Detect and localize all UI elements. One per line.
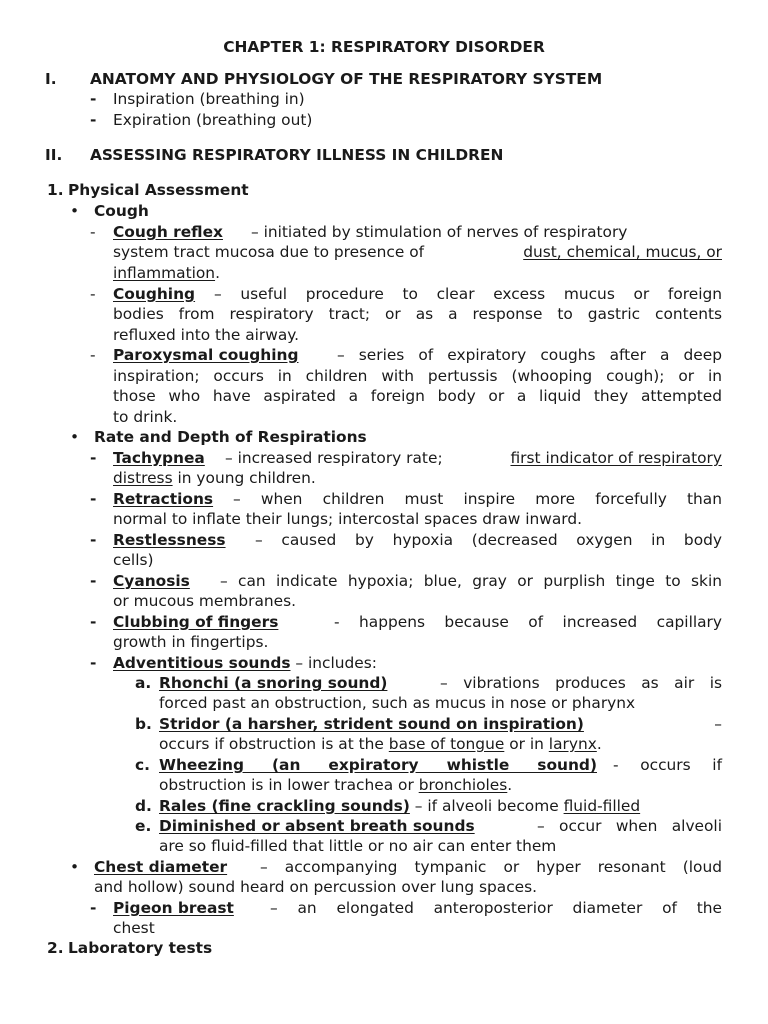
definition-line: to drink. [113,408,178,426]
topic-heading: Cough [94,202,149,220]
definition-line: - happens because of increased capillary [334,613,722,631]
definition-line: and hollow) sound heard on percussion over lung spaces. [94,878,538,896]
definition-line: – when children must inspire more forcefully than [233,490,722,508]
definition-line: – includes: [295,654,377,672]
definition-line: – occur when alveoli [537,817,722,835]
bullet-marker: • [70,202,80,220]
letter-marker: d. [135,797,152,815]
letter-marker: b. [135,715,152,733]
section-1-number: I. [45,70,57,88]
dash-marker: - [90,285,96,303]
definition-line: – an elongated anteroposterior diameter of the [270,899,722,917]
dash-marker: - [90,654,97,672]
underlined-phrase: dust, chemical, mucus, or [523,243,722,261]
definition-line: – can indicate hypoxia; blue, gray or purplish tinge to skin [220,572,722,590]
definition-line: those who have aspirated a foreign body or a liquid they attempted [113,387,722,405]
term: Paroxysmal coughing [113,346,299,364]
definition-line: forced past an obstruction, such as mucus in nose or pharynx [159,694,636,712]
definition-line: – initiated by stimulation of nerves of respiratory [251,223,628,241]
definition-line: growth in fingertips. [113,633,269,651]
subsection-heading: Physical Assessment [68,181,249,199]
definition-line: - occurs if [613,756,722,774]
definition-line: – caused by hypoxia (decreased oxygen in body [255,531,722,549]
list-item: Inspiration (breathing in) [113,90,305,108]
dash-marker: - [90,899,97,917]
term: Pigeon breast [113,899,234,917]
underlined-phrase: base of tongue [388,735,505,753]
underlined-phrase: first indicator of respiratory [510,449,722,467]
term: Clubbing of fingers [113,613,279,631]
definition-line: cells) [113,551,154,569]
definition-line: – accompanying tympanic or hyper resonant (loud [260,858,722,876]
subsection-heading: Laboratory tests [68,939,213,957]
bullet-marker: • [70,858,80,876]
dash-marker: - [90,613,97,631]
chapter-title: CHAPTER 1: RESPIRATORY DISORDER [223,38,545,56]
numbered-marker: 2. [47,939,64,957]
document-page: CHAPTER 1: RESPIRATORY DISORDER I. ANATOMY AND PHYSIOLOGY OF THE RESPIRATORY SYSTEM - Inspiration (breathing in) - Expiration (breathing out) II. ASSESSING RESPIRATORY ILLNESS IN CHILDREN 1. Physical Assessment • Cough - Cough reflex – initiated by stimulation of nerves of respiratory system tract mucosa due to presence of dust, chemical, mucus, or inflammation. - Coughing – useful procedure to clear excess mucus or foreign bodies from respiratory tract; or as a response to gastric contents refluxed into the airway. - Paroxysmal coughing – series of expiratory coughs after a deep inspiration; occurs in children with pertussis (whooping cough); or in those who have aspirated a foreign body or a liquid they attempted to drink. • Rate and Depth of Respirations - Tachypnea – increased respiratory rate; first indicator of respiratory distress in young children. - Retractions – when children must inspire more forcefully than normal to inflate their lungs; intercostal spaces draw inward. - Restlessness – caused by hypoxia (decreased oxygen in body cells) - Cyanosis – can indicate hypoxia; blue, gray or purplish tinge to skin or mucous membranes. - Clubbing of fingers - happens because of increased capillary growth in fingertips. - Adventitious sounds – includes: a. Rhonchi (a snoring sound) – vibrations produces as air is forced past an obstruction, such as mucus in nose or pharynx b. Stridor (a harsher, strident sound on inspiration) – occurs if obstruction is at the base of tongue or in larynx. c. Wheezing (an expiratory whistle sound) - occurs if obstruction is in lower trachea or bronchioles. d. Rales (fine crackling sounds) – if alveoli become fluid-filled e. Diminished or absent breath sounds – occur when alveoli are so fluid-filled that little or no air can enter them • Chest diameter – accompanying tympanic or hyper resonant (loud and hollow) sound heard on percussion over lung spaces. - Pigeon breast – an elongated anteroposterior diameter of the chest 2. Laboratory tests [45,38,722,957]
underlined-phrase: inflammation [113,264,216,282]
term: Diminished or absent breath sounds [159,817,475,835]
definition-line: chest [113,919,155,937]
letter-marker: e. [135,817,152,835]
term: Rhonchi (a snoring sound) [159,674,388,692]
underlined-phrase: bronchioles [418,776,508,794]
definition-line: – series of expiratory coughs after a deep [337,346,722,364]
list-item: Expiration (breathing out) [113,111,313,129]
dash-marker: - [90,223,96,241]
term: Retractions [113,490,214,508]
dash-marker: - [90,490,97,508]
dash-marker: - [90,346,96,364]
dash-marker: - [90,90,97,108]
definition-line: – useful procedure to clear excess mucus or foreign [214,285,722,303]
topic-heading: Rate and Depth of Respirations [94,428,367,446]
bullet-marker: • [70,428,80,446]
term: Wheezing (an expiratory whistle sound) [159,756,597,774]
term: Chest diameter [94,858,228,876]
letter-marker: a. [135,674,152,692]
definition-line: system tract mucosa due to presence of dust, chemical, mucus, or [113,243,722,261]
section-1-heading: ANATOMY AND PHYSIOLOGY OF THE RESPIRATORY SYSTEM [90,70,603,88]
underlined-phrase: larynx [548,735,597,753]
definition-line: – [714,715,722,733]
definition-line: inspiration; occurs in children with pertussis (whooping cough); or in [113,367,722,385]
term: Cyanosis [113,572,190,590]
underlined-phrase: fluid-filled [563,797,641,815]
term: Stridor (a harsher, strident sound on inspiration) [159,715,584,733]
term: Rales (fine crackling sounds) [159,797,410,815]
definition-line: – vibrations produces as air is [440,674,722,692]
letter-marker: c. [135,756,150,774]
section-2-heading: ASSESSING RESPIRATORY ILLNESS IN CHILDREN [90,146,504,164]
dash-marker: - [90,572,97,590]
definition-line: bodies from respiratory tract; or as a response to gastric contents [113,305,722,323]
section-2-number: II. [45,146,63,164]
definition-line: – increased respiratory rate; [225,449,443,467]
dash-marker: - [90,449,97,467]
definition-line: or mucous membranes. [113,592,297,610]
dash-marker: - [90,531,97,549]
term: Adventitious sounds [113,654,291,672]
definition-line: are so fluid-filled that little or no air can enter them [159,837,557,855]
definition-line: normal to inflate their lungs; intercostal spaces draw inward. [113,510,583,528]
term: Coughing [113,285,196,303]
term: Tachypnea [113,449,205,467]
term: Cough reflex [113,223,223,241]
underlined-phrase: distress [113,469,173,487]
dash-marker: - [90,111,97,129]
definition-line: refluxed into the airway. [113,326,300,344]
term: Restlessness [113,531,226,549]
numbered-marker: 1. [47,181,64,199]
